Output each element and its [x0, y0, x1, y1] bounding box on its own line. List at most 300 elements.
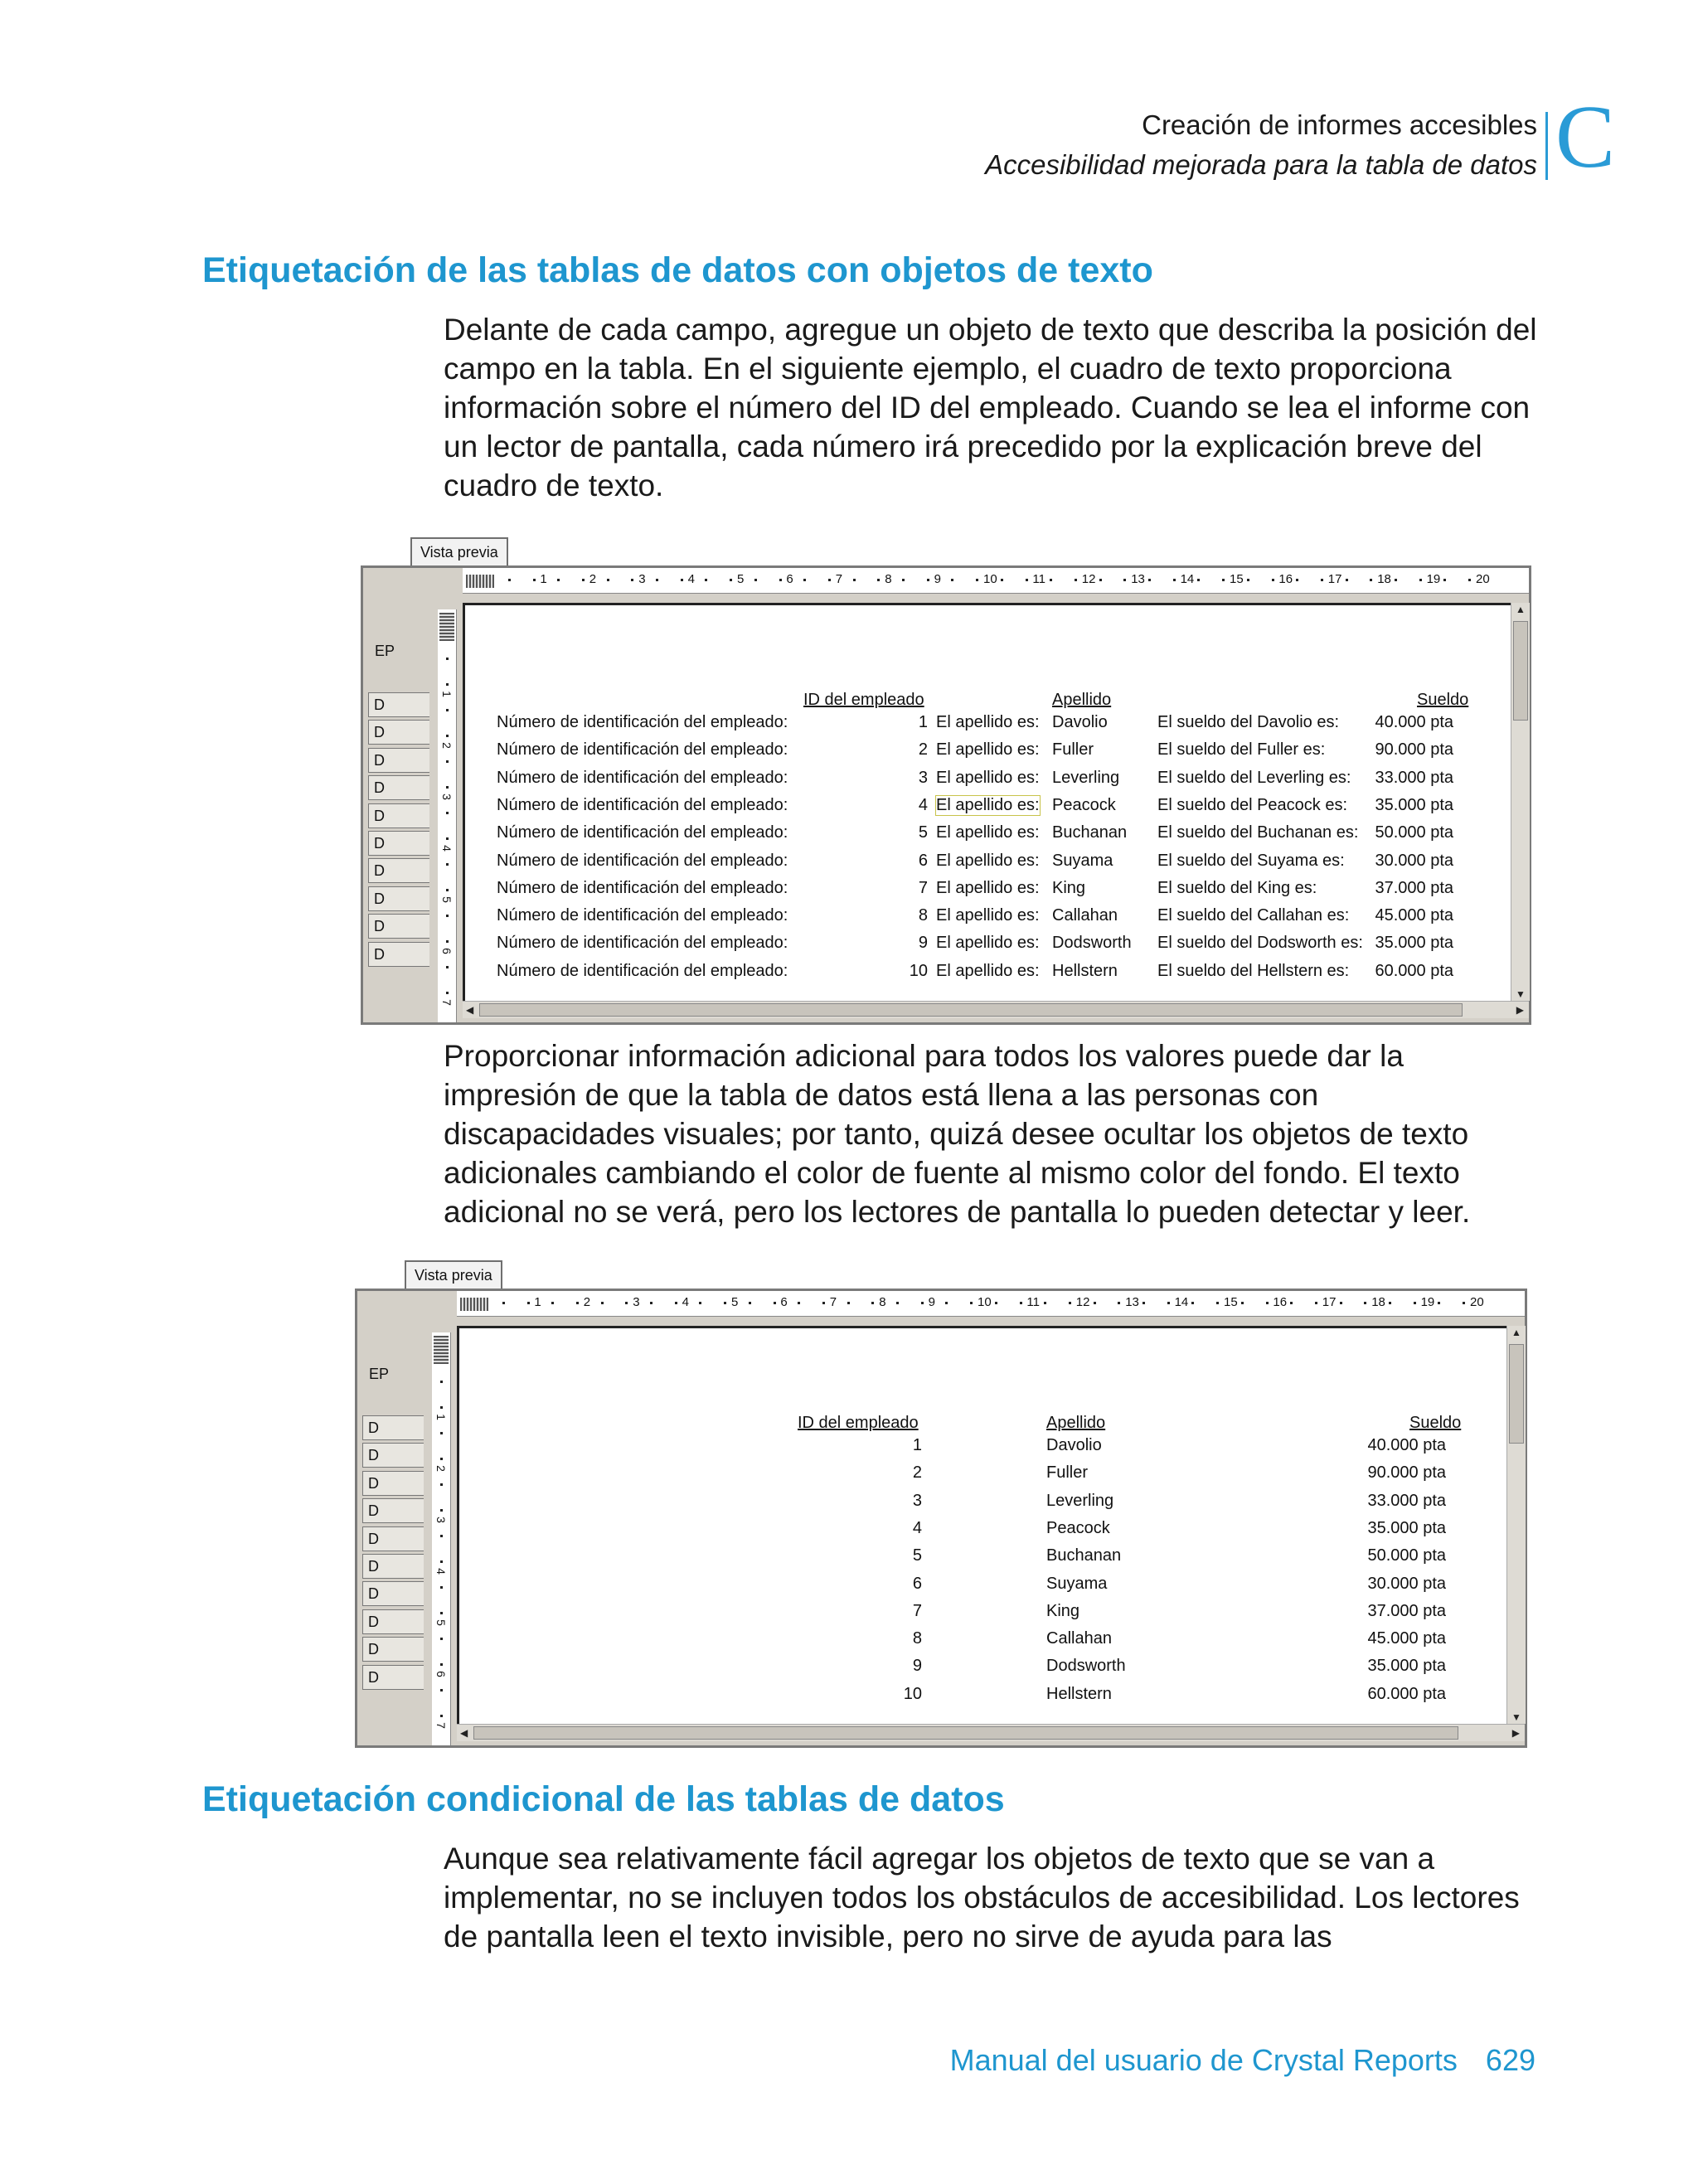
employee-sueldo: 45.000 pta	[1367, 1629, 1446, 1648]
ruler-tick-label: 3	[633, 1295, 640, 1309]
ruler-minor-tick	[446, 966, 449, 968]
ruler-minor-tick	[656, 579, 658, 581]
ruler-tick-label: 16	[1273, 1295, 1288, 1309]
sueldo-label-text-object: El sueldo del Dodsworth es:	[1157, 934, 1363, 953]
tab-preview[interactable]: Vista previa	[405, 1260, 502, 1290]
ruler-tick-label: 11	[1032, 572, 1045, 586]
ruler-tick-label: 2	[583, 1295, 591, 1309]
section-title: Accesibilidad mejorada para la tabla de datos	[985, 149, 1537, 180]
ruler-tick-label: 1	[540, 572, 547, 586]
ruler-minor-tick	[446, 709, 449, 711]
ruler-minor-tick	[847, 1302, 850, 1304]
section-label-detail[interactable]: D	[368, 858, 429, 883]
employee-id: 5	[918, 823, 928, 842]
ruler-tick-label: 6	[440, 948, 454, 954]
section-label-detail[interactable]: D	[362, 1415, 424, 1440]
employee-sueldo: 35.000 pta	[1375, 795, 1453, 814]
ruler-minor-tick	[1197, 579, 1200, 581]
ruler-tick-label: 4	[434, 1568, 448, 1575]
employee-id: 7	[912, 1601, 922, 1620]
ruler-tick-label: 19	[1420, 1295, 1435, 1309]
apellido-label-text-object: El apellido es:	[936, 713, 1040, 731]
sueldo-label-text-object: El sueldo del Suyama es:	[1157, 851, 1345, 870]
vertical-ruler	[438, 609, 457, 1022]
ruler-minor-tick	[754, 579, 757, 581]
ruler-tick-label: 15	[1230, 572, 1244, 586]
employee-sueldo: 35.000 pta	[1367, 1518, 1446, 1537]
ruler-minor-tick	[1364, 1302, 1366, 1304]
employee-id: 5	[912, 1546, 922, 1565]
column-header-id: ID del empleado	[803, 691, 924, 709]
ruler-tick-label: 5	[731, 1295, 739, 1309]
ruler-minor-tick	[1167, 1302, 1170, 1304]
employee-apellido: Dodsworth	[1046, 1657, 1126, 1676]
sueldo-label-text-object: El sueldo del Callahan es:	[1157, 906, 1350, 925]
employee-sueldo: 90.000 pta	[1367, 1463, 1446, 1483]
employee-id: 1	[918, 713, 928, 731]
section-heading-conditional: Etiquetación condicional de las tablas de datos	[202, 1779, 1005, 1819]
employee-id: 4	[918, 795, 928, 814]
ruler-minor-tick	[1419, 579, 1422, 581]
column-header-apellido: Apellido	[1046, 1414, 1106, 1432]
ruler-tick-label: 9	[934, 572, 941, 586]
hidden-text-paragraph	[444, 1036, 1538, 1231]
ruler-minor-tick	[1370, 579, 1372, 581]
ruler-minor-tick	[853, 579, 856, 581]
employee-apellido: Peacock	[1052, 795, 1116, 814]
employee-apellido: Fuller	[1046, 1463, 1089, 1483]
ruler-minor-tick	[779, 579, 782, 581]
ruler-minor-tick	[724, 1302, 726, 1304]
ruler-minor-tick	[822, 1302, 825, 1304]
page-footer	[950, 2043, 1535, 2078]
employee-apellido: Callahan	[1046, 1629, 1112, 1648]
employee-sueldo: 40.000 pta	[1375, 713, 1453, 731]
ruler-tick-label: 4	[682, 1295, 689, 1309]
ruler-minor-tick	[1395, 579, 1397, 581]
ruler-tick-label: 10	[983, 572, 997, 586]
employee-apellido: Suyama	[1052, 851, 1113, 870]
ruler-minor-tick	[601, 1302, 604, 1304]
ruler-minor-tick	[446, 658, 449, 660]
id-label-text-object: Número de identificación del empleado:	[497, 878, 788, 897]
ruler-minor-tick	[705, 579, 707, 581]
ruler-minor-tick	[1241, 1302, 1244, 1304]
vertical-scrollbar[interactable]	[1506, 1326, 1526, 1724]
ruler-minor-tick	[440, 1715, 443, 1717]
ruler-tick-label: 8	[885, 572, 892, 586]
employee-sueldo: 40.000 pta	[1367, 1436, 1446, 1454]
sueldo-label-text-object: El sueldo del Peacock es:	[1157, 795, 1348, 814]
section-heading-text-objects: Etiquetación de las tablas de datos con objetos de texto	[202, 250, 1153, 290]
id-label-text-object: Número de identificación del empleado:	[497, 906, 788, 925]
ruler-minor-tick	[1148, 579, 1151, 581]
employee-id: 8	[912, 1629, 922, 1648]
scrollbar-thumb[interactable]	[473, 1726, 1458, 1740]
report-canvas	[457, 1326, 1506, 1724]
ruler-minor-tick	[774, 1302, 776, 1304]
scroll-up-icon[interactable]: ▲	[1511, 1327, 1521, 1338]
tab-preview[interactable]: Vista previa	[410, 537, 508, 567]
ruler-minor-tick	[970, 1302, 973, 1304]
ruler-minor-tick	[927, 579, 929, 581]
column-header-id: ID del empleado	[798, 1414, 919, 1432]
ruler-tick-label: 1	[440, 691, 454, 697]
ruler-minor-tick	[1026, 579, 1028, 581]
employee-id: 1	[912, 1436, 922, 1454]
ruler-minor-tick	[1463, 1302, 1465, 1304]
ruler-tick-label: 6	[780, 1295, 788, 1309]
ruler-minor-tick	[1044, 1302, 1046, 1304]
id-label-text-object: Número de identificación del empleado:	[497, 768, 788, 787]
ruler-minor-tick	[1123, 579, 1126, 581]
employee-id: 7	[918, 878, 928, 897]
ruler-tick-label: 16	[1278, 572, 1293, 586]
ruler-tick-label: 2	[589, 572, 597, 586]
ruler-minor-tick	[440, 1458, 443, 1460]
sueldo-label-text-object: El sueldo del King es:	[1157, 878, 1317, 897]
ruler-tick-label: 7	[829, 1295, 837, 1309]
section-label-detail[interactable]: D	[362, 1526, 424, 1551]
ruler-tick-label: 19	[1426, 572, 1441, 586]
ruler-minor-tick	[440, 1509, 443, 1512]
section-label-detail[interactable]: D	[368, 803, 429, 828]
ruler-minor-tick	[533, 579, 536, 581]
ruler-tick-label: 1	[534, 1295, 541, 1309]
ruler-tick-label: 1	[434, 1414, 448, 1420]
ruler-tick-label: 5	[440, 896, 454, 903]
horizontal-ruler	[457, 1291, 1525, 1317]
ruler-minor-tick	[1191, 1302, 1194, 1304]
apellido-label-text-object: El apellido es:	[936, 823, 1040, 842]
employee-sueldo: 30.000 pta	[1375, 851, 1453, 870]
ruler-tick-label: 20	[1470, 1295, 1484, 1309]
employee-apellido: Buchanan	[1052, 823, 1128, 842]
ruler-minor-tick	[1143, 1302, 1145, 1304]
paragraph-text: Aunque sea relativamente fácil agregar los objetos de texto que se van a implementar, no se incluyen todos los obstáculos de accesibilidad. Los lectores de pantalla leen el texto invisible, pero no sirve de ayuda para las	[444, 1842, 1520, 1953]
ruler-minor-tick	[871, 1302, 874, 1304]
apellido-label-text-object: El apellido es:	[936, 961, 1040, 980]
ruler-minor-tick	[1216, 1302, 1219, 1304]
sueldo-label-text-object: El sueldo del Hellstern es:	[1157, 961, 1350, 980]
ruler-tick-label: 12	[1081, 572, 1096, 586]
scroll-left-icon[interactable]: ◀	[460, 1727, 468, 1739]
id-label-text-object: Número de identificación del empleado:	[497, 851, 788, 870]
section-label-detail[interactable]: D	[362, 1665, 424, 1690]
id-label-text-object: Número de identificación del empleado:	[497, 795, 788, 814]
employee-sueldo: 50.000 pta	[1375, 823, 1453, 842]
section-label-detail[interactable]: D	[362, 1498, 424, 1523]
apellido-label-text-object: El apellido es:	[936, 795, 1040, 814]
employee-id: 6	[912, 1574, 922, 1593]
apellido-label-text-object: El apellido es:	[936, 906, 1040, 925]
employee-id: 10	[903, 1684, 922, 1703]
ruler-minor-tick	[1001, 579, 1003, 581]
ruler-tick-label: 3	[638, 572, 646, 586]
ruler-tick-label: 9	[928, 1295, 935, 1309]
ruler-minor-tick	[650, 1302, 653, 1304]
ruler-minor-tick	[1315, 1302, 1317, 1304]
employee-apellido: King	[1046, 1601, 1080, 1620]
ruler-tick-label: 5	[434, 1619, 448, 1626]
ruler-tick-label: 15	[1224, 1295, 1238, 1309]
section-label-detail[interactable]: D	[368, 914, 429, 939]
ruler-minor-tick	[1272, 579, 1274, 581]
section-label-detail[interactable]: D	[368, 775, 429, 800]
ruler-minor-tick	[440, 1560, 443, 1563]
paragraph-text: Proporcionar información adicional para todos los valores puede dar la impresión de que la tabla de datos está llena a las personas con discapacidades visuales; por tanto, quizá desee ocultar los objetos de texto adicionales cambiando el color de fuente al mismo color del fondo. El texto adicional no se verá, pero los lectores de pantalla lo pueden detectar y leer.	[444, 1039, 1471, 1229]
column-header-sueldo: Sueldo	[1417, 691, 1469, 709]
section-label-detail[interactable]: D	[368, 886, 429, 911]
chapter-title: Creación de informes accesibles	[1142, 109, 1537, 140]
employee-id: 9	[918, 934, 928, 953]
ruler-minor-tick	[582, 579, 585, 581]
ruler-minor-tick	[699, 1302, 701, 1304]
ruler-minor-tick	[440, 1406, 443, 1409]
ruler-tick-label: 14	[1180, 572, 1195, 586]
ruler-minor-tick	[446, 760, 449, 763]
scroll-down-icon[interactable]: ▼	[1511, 1711, 1521, 1723]
apellido-label-text-object: El apellido es:	[936, 768, 1040, 787]
scroll-right-icon[interactable]: ▶	[1516, 1004, 1524, 1016]
employee-id: 2	[912, 1463, 922, 1483]
intro-paragraph	[444, 310, 1538, 505]
ruler-minor-tick	[446, 863, 449, 866]
employee-sueldo: 35.000 pta	[1367, 1657, 1446, 1676]
employee-sueldo: 90.000 pta	[1375, 740, 1453, 760]
ruler-minor-tick	[446, 812, 449, 814]
employee-id: 9	[912, 1657, 922, 1676]
ruler-tick-label: 17	[1327, 572, 1342, 586]
apellido-label-text-object: El apellido es:	[936, 851, 1040, 870]
employee-apellido: Hellstern	[1052, 961, 1118, 980]
ruler-tick-label: 8	[879, 1295, 886, 1309]
ruler-minor-tick	[440, 1638, 443, 1640]
scrollbar-thumb[interactable]	[1513, 621, 1528, 721]
ruler-tick-label: 6	[434, 1671, 448, 1677]
report-window	[355, 1289, 1527, 1748]
apellido-label-text-object: El apellido es:	[936, 740, 1040, 760]
ruler-minor-tick	[1443, 579, 1446, 581]
ruler-minor-tick	[995, 1302, 997, 1304]
ruler-minor-tick	[1346, 579, 1348, 581]
ruler-tick-label: 14	[1174, 1295, 1189, 1309]
column-header-sueldo: Sueldo	[1409, 1414, 1462, 1432]
ruler-minor-tick	[625, 1302, 628, 1304]
scrollbar-thumb[interactable]	[479, 1003, 1463, 1017]
ruler-tick-label: 18	[1371, 1295, 1385, 1309]
ruler-tick-label: 3	[434, 1517, 448, 1523]
employee-apellido: Peacock	[1046, 1518, 1110, 1537]
employee-apellido: Davolio	[1046, 1436, 1102, 1454]
ruler-grip-icon[interactable]	[434, 1336, 449, 1364]
ruler-minor-tick	[1296, 579, 1298, 581]
ruler-tick-label: 10	[978, 1295, 992, 1309]
apellido-label-text-object: El apellido es:	[936, 934, 1040, 953]
ruler-minor-tick	[1075, 579, 1077, 581]
employee-sueldo: 33.000 pta	[1367, 1491, 1446, 1510]
ruler-minor-tick	[551, 1302, 554, 1304]
employee-sueldo: 50.000 pta	[1367, 1546, 1446, 1565]
section-label-detail[interactable]: D	[368, 748, 429, 773]
ruler-minor-tick	[576, 1302, 579, 1304]
ruler-minor-tick	[749, 1302, 751, 1304]
ruler-minor-tick	[730, 579, 732, 581]
employee-id: 6	[918, 851, 928, 870]
employee-apellido: Fuller	[1052, 740, 1094, 760]
ruler-minor-tick	[798, 1302, 800, 1304]
ruler-tick-label: 7	[434, 1722, 448, 1729]
section-label-detail[interactable]: D	[368, 720, 429, 745]
horizontal-scrollbar[interactable]	[463, 1001, 1529, 1018]
ruler-minor-tick	[527, 1302, 530, 1304]
ruler-tick-label: 4	[687, 572, 695, 586]
section-label-detail[interactable]: D	[368, 942, 429, 967]
ruler-minor-tick	[1438, 1302, 1440, 1304]
vertical-ruler	[432, 1332, 451, 1745]
ruler-minor-tick	[921, 1302, 924, 1304]
conditional-paragraph	[444, 1839, 1538, 1956]
scroll-right-icon[interactable]: ▶	[1511, 1727, 1520, 1739]
ruler-minor-tick	[446, 940, 449, 943]
employee-id: 3	[918, 768, 928, 787]
ruler-minor-tick	[877, 579, 880, 581]
scroll-down-icon[interactable]: ▼	[1516, 988, 1526, 1000]
employee-id: 10	[909, 961, 928, 980]
report-preview-hidden-labels	[355, 1260, 1527, 1748]
ruler-tick-label: 7	[835, 572, 843, 586]
ruler-minor-tick	[1389, 1302, 1391, 1304]
ruler-tick-label: 2	[440, 742, 454, 749]
sueldo-label-text-object: El sueldo del Fuller es:	[1157, 740, 1326, 760]
section-label-detail[interactable]: D	[362, 1637, 424, 1662]
employee-apellido: Buchanan	[1046, 1546, 1122, 1565]
ruler-minor-tick	[446, 735, 449, 737]
sueldo-label-text-object: El sueldo del Buchanan es:	[1157, 823, 1359, 842]
ruler-minor-tick	[440, 1689, 443, 1691]
sueldo-label-text-object: El sueldo del Leverling es:	[1157, 768, 1351, 787]
paragraph-text: Delante de cada campo, agregue un objeto de texto que describa la posición del campo en la tabla. En el siguiente ejemplo, el cuadro de texto proporciona información sobre el número del ID del empleado. Cuando se lea el informe con un lector de pantalla, cada número irá precedido por la explicación breve del cuadro de texto.	[444, 313, 1537, 502]
section-label-detail[interactable]: D	[362, 1581, 424, 1606]
ruler-minor-tick	[1290, 1302, 1293, 1304]
employee-apellido: Davolio	[1052, 713, 1108, 731]
horizontal-scrollbar[interactable]	[457, 1724, 1525, 1741]
section-label-page-header: EP	[369, 1366, 390, 1382]
report-window	[361, 565, 1531, 1025]
ruler-tick-label: 20	[1476, 572, 1490, 586]
ruler-tick-label: 4	[440, 845, 454, 852]
employee-sueldo: 37.000 pta	[1375, 878, 1453, 897]
ruler-minor-tick	[1414, 1302, 1416, 1304]
employee-apellido: Callahan	[1052, 906, 1118, 925]
report-canvas	[463, 603, 1511, 1001]
ruler-minor-tick	[1468, 579, 1471, 581]
ruler-minor-tick	[1094, 1302, 1096, 1304]
section-label-detail[interactable]: D	[362, 1443, 424, 1468]
section-label-detail[interactable]: D	[362, 1554, 424, 1579]
ruler-minor-tick	[1321, 579, 1323, 581]
vertical-scrollbar[interactable]	[1511, 603, 1530, 1001]
ruler-minor-tick	[446, 889, 449, 891]
ruler-grip-icon[interactable]	[466, 575, 494, 588]
employee-apellido: Dodsworth	[1052, 934, 1132, 953]
section-label-detail[interactable]: D	[368, 831, 429, 856]
sueldo-label-text-object: El sueldo del Davolio es:	[1157, 713, 1340, 731]
ruler-minor-tick	[446, 915, 449, 917]
ruler-tick-label: 5	[737, 572, 745, 586]
ruler-minor-tick	[681, 579, 683, 581]
employee-apellido: Suyama	[1046, 1574, 1108, 1593]
ruler-minor-tick	[1173, 579, 1176, 581]
employee-sueldo: 60.000 pta	[1367, 1684, 1446, 1703]
ruler-minor-tick	[440, 1483, 443, 1486]
horizontal-ruler	[463, 568, 1529, 594]
ruler-minor-tick	[951, 579, 953, 581]
ruler-minor-tick	[446, 786, 449, 789]
ruler-minor-tick	[607, 579, 609, 581]
scrollbar-thumb[interactable]	[1509, 1344, 1524, 1444]
employee-sueldo: 45.000 pta	[1375, 906, 1453, 925]
ruler-grip-icon[interactable]	[439, 613, 454, 641]
ruler-minor-tick	[828, 579, 831, 581]
ruler-tick-label: 2	[434, 1465, 448, 1472]
ruler-minor-tick	[440, 1612, 443, 1614]
ruler-minor-tick	[1069, 1302, 1071, 1304]
section-label-detail[interactable]: D	[368, 692, 429, 717]
employee-id: 3	[912, 1491, 922, 1510]
ruler-minor-tick	[976, 579, 978, 581]
appendix-letter: C	[1555, 88, 1616, 187]
report-preview-with-labels	[361, 537, 1531, 1025]
id-label-text-object: Número de identificación del empleado:	[497, 823, 788, 842]
ruler-minor-tick	[1340, 1302, 1342, 1304]
employee-sueldo: 35.000 pta	[1375, 934, 1453, 953]
ruler-minor-tick	[1266, 1302, 1269, 1304]
ruler-minor-tick	[675, 1302, 677, 1304]
ruler-grip-icon[interactable]	[460, 1298, 488, 1311]
ruler-minor-tick	[440, 1586, 443, 1589]
ruler-minor-tick	[1247, 579, 1249, 581]
id-label-text-object: Número de identificación del empleado:	[497, 934, 788, 953]
ruler-minor-tick	[446, 683, 449, 686]
ruler-minor-tick	[440, 1663, 443, 1666]
ruler-minor-tick	[803, 579, 806, 581]
employee-id: 2	[918, 740, 928, 760]
manual-title: Manual del usuario de Crystal Reports	[949, 2043, 1458, 2077]
employee-id: 4	[912, 1518, 922, 1537]
column-header-apellido: Apellido	[1052, 691, 1112, 709]
ruler-tick-label: 11	[1026, 1295, 1040, 1309]
section-label-detail[interactable]: D	[362, 1609, 424, 1634]
ruler-minor-tick	[945, 1302, 948, 1304]
section-panel	[357, 1316, 424, 1745]
ruler-tick-label: 18	[1377, 572, 1391, 586]
employee-apellido: Leverling	[1046, 1491, 1114, 1510]
employee-sueldo: 33.000 pta	[1375, 768, 1453, 787]
ruler-minor-tick	[1118, 1302, 1120, 1304]
ruler-minor-tick	[1222, 579, 1225, 581]
section-label-detail[interactable]: D	[362, 1471, 424, 1496]
scroll-up-icon[interactable]: ▲	[1516, 604, 1526, 615]
id-label-text-object: Número de identificación del empleado:	[497, 961, 788, 980]
employee-sueldo: 37.000 pta	[1367, 1601, 1446, 1620]
ruler-minor-tick	[902, 579, 905, 581]
ruler-minor-tick	[896, 1302, 899, 1304]
ruler-minor-tick	[502, 1302, 505, 1304]
scroll-left-icon[interactable]: ◀	[466, 1004, 474, 1016]
ruler-tick-label: 7	[440, 999, 454, 1006]
page-number: 629	[1485, 2043, 1535, 2077]
